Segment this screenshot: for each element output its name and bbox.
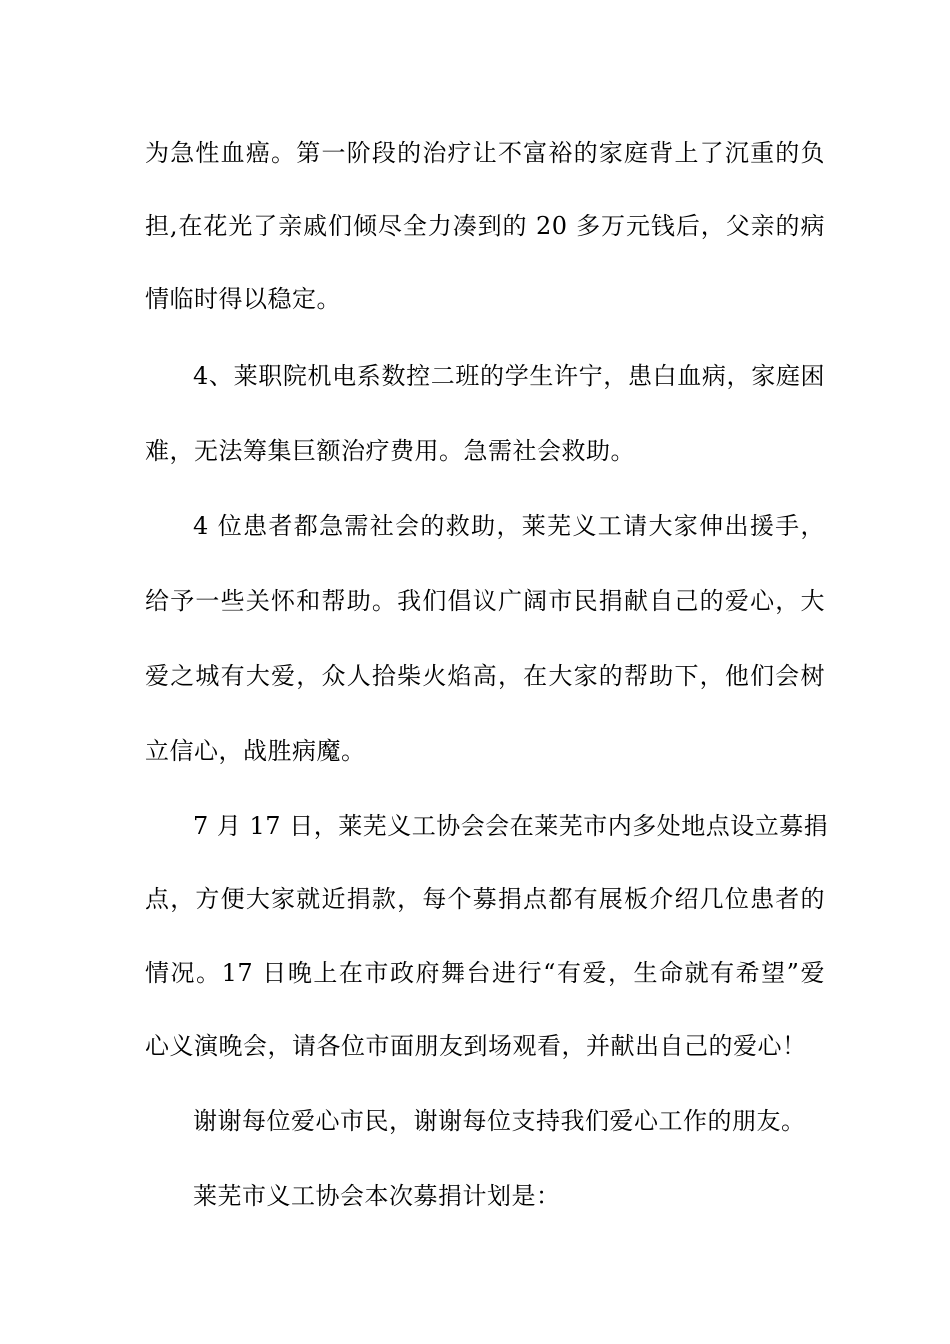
paragraph-line: 担,在花光了亲戚们倾尽全力凑到的 20 多万元钱后，父亲的病	[145, 212, 825, 240]
paragraph-line: 莱芜市义工协会本次募捐计划是：	[193, 1182, 561, 1210]
paragraph-line: 情临时得以稳定。	[145, 285, 341, 313]
paragraph-line: 谢谢每位爱心市民，谢谢每位支持我们爱心工作的朋友。	[193, 1107, 806, 1135]
paragraph-line: 给予一些关怀和帮助。我们倡议广阔市民捐献自己的爱心，大	[145, 587, 825, 615]
paragraph-line: 爱之城有大爱，众人拾柴火焰高，在大家的帮助下，他们会树	[145, 662, 825, 690]
paragraph-line: 7 月 17 日，莱芜义工协会会在莱芜市内多处地点设立募捐	[193, 812, 829, 840]
paragraph-line: 4、莱职院机电系数控二班的学生许宁，患白血病，家庭困	[193, 362, 825, 390]
paragraph-line: 情况。17 日晚上在市政府舞台进行“有爱，生命就有希望”爱	[145, 959, 825, 987]
paragraph-line: 难，无法筹集巨额治疗费用。急需社会救助。	[145, 437, 635, 465]
paragraph-line: 心义演晚会，请各位市面朋友到场观看，并献出自己的爱心！	[145, 1032, 807, 1060]
paragraph-line: 4 位患者都急需社会的救助，莱芜义工请大家伸出援手，	[193, 512, 825, 540]
paragraph-line: 立信心，战胜病魔。	[145, 737, 366, 765]
paragraph-line: 点，方便大家就近捐款，每个募捐点都有展板介绍几位患者的	[145, 885, 825, 913]
paragraph-line: 为急性血癌。第一阶段的治疗让不富裕的家庭背上了沉重的负	[145, 139, 825, 167]
